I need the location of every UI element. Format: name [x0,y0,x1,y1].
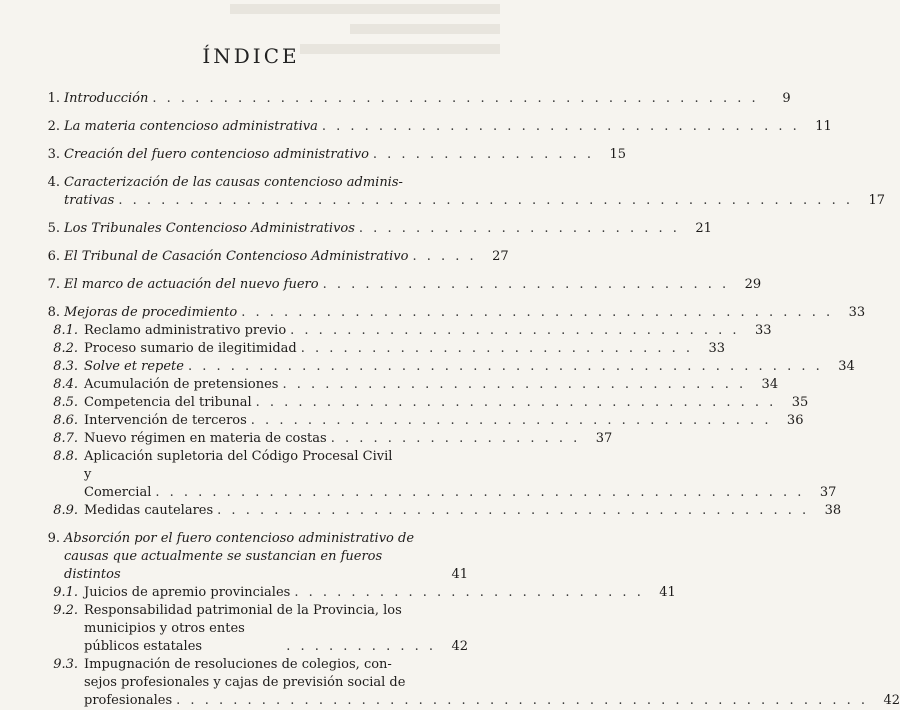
entry-page: 33 [848,305,866,320]
entry-number: 5. [47,221,60,236]
entry-label: El Tribunal de Casación Contencioso Administrativo [64,249,409,264]
entry-label-line1: Caracterización de las causas contencioso adminis- [64,175,403,190]
leader-dots: . . . . . [412,249,477,264]
entry-number: 3. [47,147,60,162]
entry-label-line1: Responsabilidad patrimonial de la Provincia, los [84,603,402,618]
entry-number: 1. [47,91,60,106]
leader-dots: . . . . . . . . . . . . . . . . . . . . . . . . . . . . . . . . . . . . . . . . . . [217,503,810,518]
entry-number: 2. [47,119,60,134]
toc-entry-7 [38,276,762,294]
toc-entry-9-3 [38,656,900,710]
entry-number: 7. [47,277,60,292]
entry-page: 21 [695,221,712,236]
leader-dots: . . . . . . . . . . . . . . . . . . . . . . . . . . . . . . . . . . . . . . . . . . . . . . . . . . . . [118,193,853,208]
entry-page: 42 [883,693,900,708]
entry-number: 9.1. [53,585,78,600]
toc-entry-2 [38,118,832,136]
toc-entry-8-2 [38,340,726,358]
leader-dots: . . . . . . . . . . . . . . . . . . [330,431,581,446]
toc-entry-5 [38,220,712,238]
entry-page: 37 [595,431,613,446]
leader-dots: . . . . . . . . . . . . . . . . . . . . . . . . . . . . [300,341,694,356]
table-of-contents [38,90,900,710]
entry-label-line3: profesionales [84,693,173,708]
toc-entry-8-5 [38,394,809,412]
toc-entry-9 [38,530,468,584]
toc-entry-8-3 [38,358,855,376]
entry-page: 35 [791,395,809,410]
entry-label: Creación del fuero contencioso administrativo [64,147,369,162]
entry-page: 15 [609,147,627,162]
entry-number: 8.8. [53,449,78,464]
entry-label: Introducción [64,91,149,106]
leader-dots: . . . . . . . . . . . . . . . . . . . . . . . . . [294,585,644,600]
toc-entry-6 [38,248,509,266]
entry-number: 8.9. [53,503,78,518]
entry-page: 33 [708,341,726,356]
entry-number: 8.3. [53,359,78,374]
entry-label-line2: sejos profesionales y cajas de previsión social de [84,675,406,690]
entry-number: 9. [47,531,60,546]
entry-page: 36 [786,413,804,428]
entry-page: 27 [492,249,509,264]
leader-dots: . . . . . . . . . . . . . . . . . . . . . . . . . . . . . [322,277,730,292]
leader-dots: . . . . . . . . . . . . . . . . [372,147,595,162]
entry-page: 42 [451,639,468,654]
entry-page: 11 [815,119,832,134]
entry-label: Acumulación de pretensiones [84,377,279,392]
entry-label-line1: Impugnación de resoluciones de colegios, con- [84,657,392,672]
toc-entry-3 [38,146,627,164]
entry-number: 8.4. [53,377,78,392]
entry-number: 8.1. [53,323,78,338]
entry-page: 33 [754,323,772,338]
entry-page: 37 [819,485,837,500]
entry-label: Proceso sumario de ilegitimidad [84,341,297,356]
leader-dots: . . . . . . . . . . . . . . . . . . . . . . . . . . . . . . . . . . . . . . . . . . . . . . . . . [176,693,869,708]
entry-label-line2: causas que actualmente se sustancian en fueros distintos [64,549,383,582]
entry-label: El marco de actuación del nuevo fuero [64,277,319,292]
entry-label: Competencia del tribunal [84,395,252,410]
entry-number: 8.5. [53,395,78,410]
toc-entry-1 [38,90,791,108]
entry-label: Mejoras de procedimiento [64,305,238,320]
leader-dots: . . . . . . . . . . . . . . . . . . . . . . . . . . . . . . . . . . . . . [250,413,772,428]
entry-page: 41 [659,585,676,600]
entry-label: Medidas cautelares [84,503,214,518]
entry-label-line1: Absorción por el fuero contencioso administrativo de [64,531,415,546]
toc-entry-8-7 [38,430,613,448]
entry-label-line2: y Comercial [84,467,152,500]
leader-dots: . . . . . . . . . . . . . . . . . . . . . . . [358,221,680,236]
entry-page: 34 [761,377,779,392]
entry-page: 29 [744,277,762,292]
entry-label-line2: trativas [64,193,115,208]
leader-dots: . . . . . . . . . . . . . . . . . . . . . . . . . . . . . . . . . . . . . . . . . . . . . [187,359,823,374]
entry-number: 9.3. [53,657,78,672]
toc-entry-9-1 [38,584,676,602]
leader-dots: . . . . . . . . . . . [286,639,436,654]
entry-label: Solve et repete [84,359,184,374]
entry-page: 34 [838,359,855,374]
leader-dots: . . . . . . . . . . . . . . . . . . . . . . . . . . . . . . . . . . [321,119,800,134]
entry-number: 8.2. [53,341,78,356]
entry-label: Reclamo administrativo previo [84,323,287,338]
index-title: ÍNDICE [202,44,300,68]
entry-page: 41 [451,567,468,582]
toc-entry-8-9 [38,502,842,520]
toc-entry-8-8 [38,448,837,502]
entry-page: 38 [824,503,842,518]
leader-dots: . . . . . . . . . . . . . . . . . . . . . . . . . . . . . . . . . . . . . . . . . . . [152,91,759,106]
toc-entry-4 [38,174,885,210]
toc-entry-8-6 [38,412,804,430]
toc-entry-8-4 [38,376,779,394]
entry-label-line1: Aplicación supletoria del Código Procesal Civil [84,449,393,464]
leader-dots: . . . . . . . . . . . . . . . . . . . . . . . . . . . . . . . . . . . . . [255,395,777,410]
entry-label: Juicios de apremio provinciales [84,585,291,600]
leader-dots: . . . . . . . . . . . . . . . . . . . . . . . . . . . . . . . . . . . . . . . . . . . . . . [155,485,805,500]
entry-number: 8.6. [53,413,78,428]
leader-dots: . . . . . . . . . . . . . . . . . . . . . . . . . . . . . . . . [290,323,740,338]
leader-dots: . . . . . . . . . . . . . . . . . . . . . . . . . . . . . . . . . [282,377,747,392]
entry-label: Nuevo régimen en materia de costas [84,431,327,446]
entry-number: 8.7. [53,431,78,446]
entry-label: Intervención de terceros [84,413,247,428]
toc-entry-9-2 [38,602,468,656]
entry-number: 6. [47,249,60,264]
entry-page: 17 [868,193,885,208]
toc-entry-8 [38,304,866,322]
entry-label-line2: municipios y otros entes públicos estatales [84,621,245,654]
leader-dots: . . . . . . . . . . . . . . . . . . . . . . . . . . . . . . . . . . . . . . . . . . [241,305,834,320]
entry-page: 9 [782,91,791,106]
entry-number: 4. [47,175,60,190]
entry-number: 9.2. [53,603,78,618]
entry-label: La materia contencioso administrativa [64,119,318,134]
toc-entry-8-1 [38,322,772,340]
entry-label: Los Tribunales Contencioso Administrativos [64,221,355,236]
entry-number: 8. [47,305,60,320]
